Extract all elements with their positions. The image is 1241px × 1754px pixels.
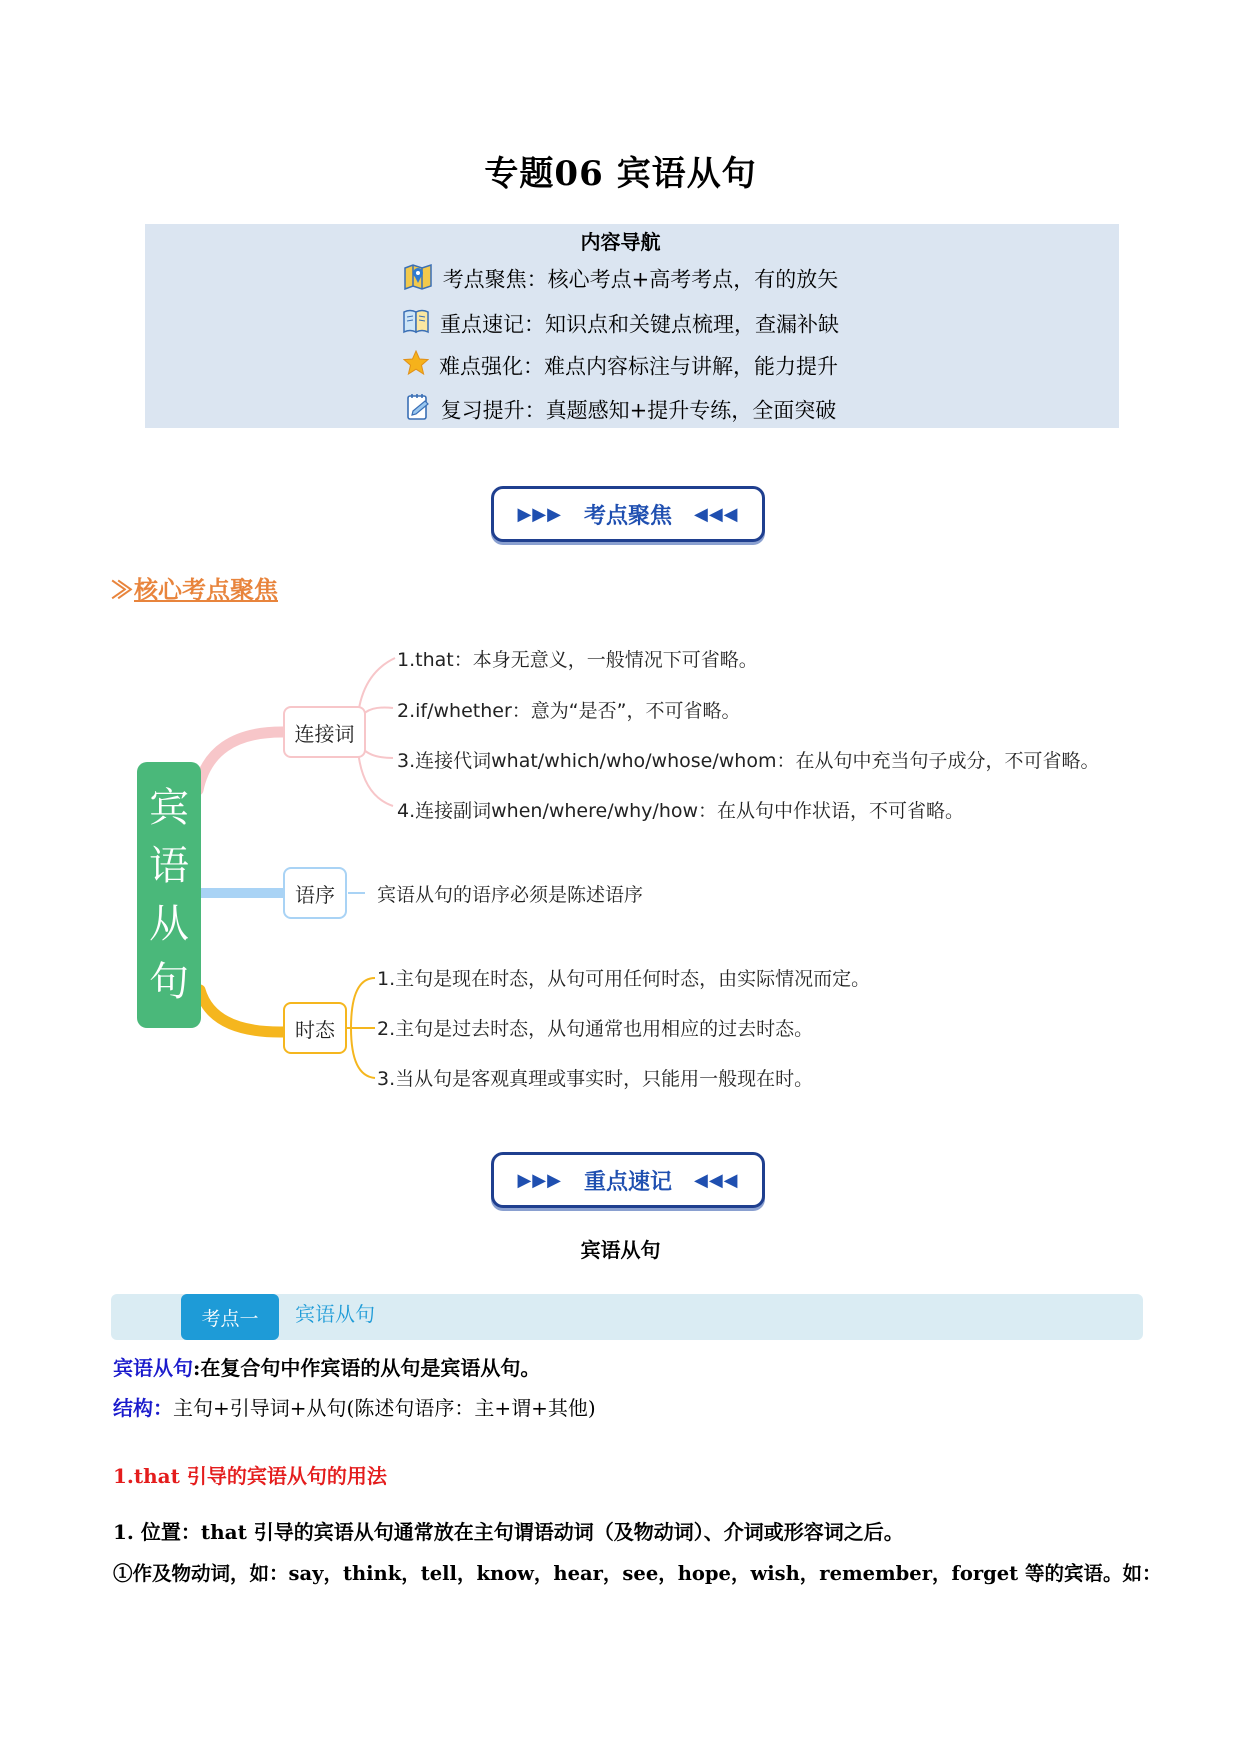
mindmap-node-connective: 连接词 bbox=[283, 706, 366, 758]
nav-item-text: 重点速记：知识点和关键点梳理，查漏补缺 bbox=[440, 312, 839, 337]
root-char: 句 bbox=[149, 959, 189, 1005]
mindmap-leaf: 2.if/whether：意为“是否”，不可省略。 bbox=[397, 700, 741, 722]
nav-item-text: 难点强化：难点内容标注与讲解，能力提升 bbox=[439, 354, 838, 379]
banner-kaodian-focus bbox=[491, 486, 765, 542]
structure-label: 结构： bbox=[113, 1396, 173, 1420]
mindmap-leaf: 3.当从句是客观真理或事实时，只能用一般现在时。 bbox=[377, 1068, 814, 1090]
mindmap-connectors bbox=[190, 640, 370, 1060]
notepad-icon bbox=[405, 392, 431, 427]
arrows-right-icon: ▶▶▶ bbox=[517, 503, 562, 525]
root-char: 从 bbox=[149, 901, 189, 947]
kaodian-tab: 考点一 bbox=[181, 1294, 279, 1340]
position-line: 1. 位置：that 引导的宾语从句通常放在主句谓语动词（及物动词）、介词或形容词之后。 bbox=[113, 1520, 904, 1544]
mindmap-leaf: 2.主句是过去时态，从句通常也用相应的过去时态。 bbox=[377, 1018, 814, 1040]
mindmap-leaf: 1.that：本身无意义，一般情况下可省略。 bbox=[397, 649, 758, 671]
definition-text: :在复合句中作宾语的从句是宾语从句。 bbox=[193, 1356, 541, 1380]
book-icon bbox=[402, 308, 430, 339]
banner-label: 重点速记 bbox=[583, 1169, 672, 1195]
star-icon bbox=[403, 350, 429, 381]
root-char: 语 bbox=[149, 843, 189, 889]
definition-label: 宾语从句 bbox=[113, 1356, 193, 1380]
section-title bbox=[110, 570, 278, 605]
root-char: 宾 bbox=[149, 785, 189, 831]
nav-item-text: 复习提升：真题感知+提升专练，全面突破 bbox=[440, 398, 837, 423]
structure-text: 主句+引导词+从句(陈述句语序：主+谓+其他) bbox=[173, 1396, 596, 1420]
mindmap-node-word-order: 语序 bbox=[283, 867, 347, 919]
arrows-left-icon: ◀◀◀ bbox=[694, 1169, 739, 1191]
mindmap-root bbox=[137, 762, 201, 1028]
nav-item-strengthen bbox=[0, 350, 1241, 381]
page-title: 专题06 宾语从句 bbox=[484, 154, 757, 194]
usage-heading: 1.that 引导的宾语从句的用法 bbox=[113, 1464, 387, 1488]
banner-key-notes bbox=[491, 1152, 765, 1208]
nav-item-text: 考点聚焦：核心考点+高考考点，有的放矢 bbox=[442, 267, 839, 292]
section-title-text: 核心考点聚焦 bbox=[134, 575, 278, 604]
mindmap-leaf: 3.连接代词what/which/who/whose/whom：在从句中充当句子成分，不可省略。 bbox=[397, 750, 1100, 772]
content-nav-heading: 内容导航 bbox=[580, 230, 661, 254]
structure-line bbox=[113, 1392, 596, 1421]
verb-object-line: ①作及物动词，如：say，think，tell，know，hear，see，hope，wish，remember，forget 等的宾语。如： bbox=[113, 1562, 1162, 1585]
banner-label: 考点聚焦 bbox=[583, 503, 672, 529]
kaodian-name: 宾语从句 bbox=[295, 1302, 375, 1326]
nav-item-notes bbox=[0, 308, 1241, 339]
mindmap-leaf: 宾语从句的语序必须是陈述语序 bbox=[377, 884, 644, 906]
double-chevron-icon: ≫ bbox=[110, 575, 134, 604]
arrows-right-icon: ▶▶▶ bbox=[517, 1169, 562, 1191]
nav-item-focus bbox=[0, 262, 1241, 295]
mindmap-node-tense: 时态 bbox=[283, 1002, 347, 1054]
mindmap-leaf: 4.连接副词when/where/why/how：在从句中作状语，不可省略。 bbox=[397, 800, 965, 822]
map-icon bbox=[403, 262, 433, 295]
sub-heading: 宾语从句 bbox=[580, 1238, 661, 1262]
nav-item-review bbox=[0, 392, 1241, 427]
mindmap-leaf: 1.主句是现在时态，从句可用任何时态，由实际情况而定。 bbox=[377, 968, 871, 990]
definition-line bbox=[113, 1352, 540, 1381]
arrows-left-icon: ◀◀◀ bbox=[694, 503, 739, 525]
